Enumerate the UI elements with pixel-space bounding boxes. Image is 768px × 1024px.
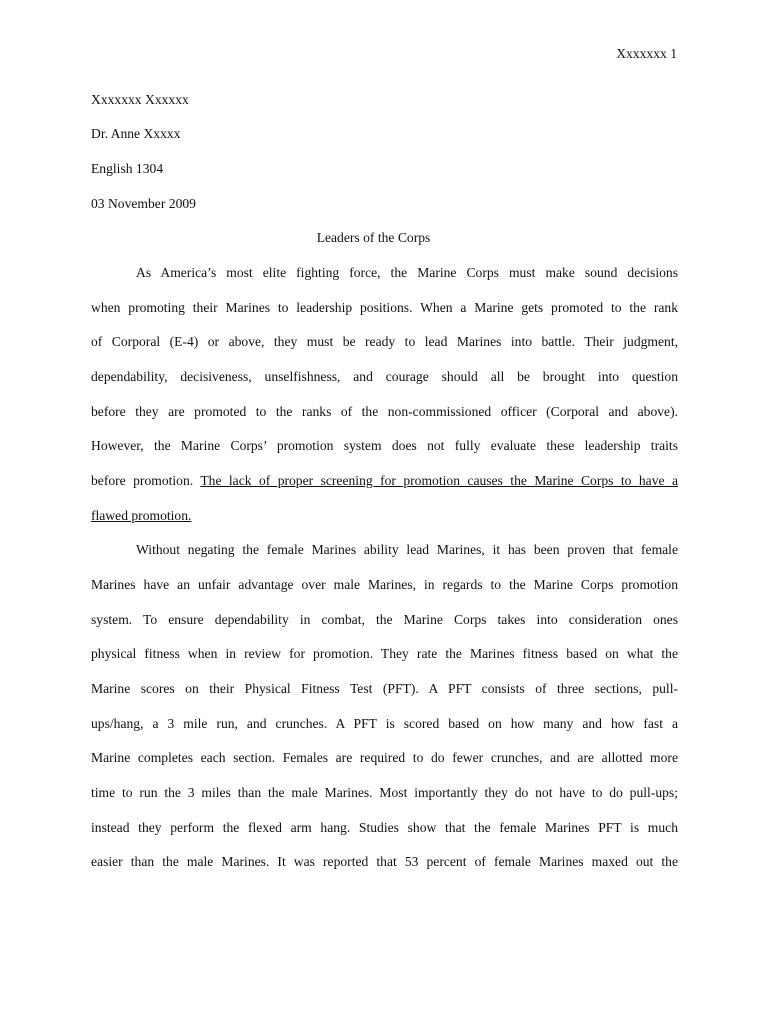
paragraph-1-line-6: However, the Marine Corps’ promotion system does not fully evaluate these leadership traits [91,438,678,453]
page-header [616,46,677,62]
paragraph-2-line-2: Marines have an unfair advantage over male Marines, in regards to the Marine Corps promotion [91,577,678,592]
paragraph-2-line-8: time to run the 3 miles than the male Marines. Most importantly they do not have to do pull-ups; [91,785,678,800]
essay-title: Leaders of the Corps [316,230,431,245]
running-head-page-number: Xxxxxxx 1 [616,46,677,61]
paragraph-1-line-5: before they are promoted to the ranks of the non-commissioned officer (Corporal and above). [91,404,678,419]
paragraph-2-line-10: easier than the male Marines. It was reported that 53 percent of female Marines maxed out the [91,854,678,869]
essay-date: 03 November 2009 [91,196,196,211]
paragraph-1-line-2: when promoting their Marines to leadership positions. When a Marine gets promoted to the rank [91,300,678,315]
paragraph-1-line-1: As America’s most elite fighting force, the Marine Corps must make sound decisions [136,265,678,280]
paragraph-1-line-3: of Corporal (E-4) or above, they must be ready to lead Marines into battle. Their judgment, [91,334,678,349]
paragraph-2-line-5: Marine scores on their Physical Fitness Test (PFT). A PFT consists of three sections, pull- [91,681,678,696]
paragraph-1-line-7 [91,472,678,490]
paragraph-1-line-7-text: before promotion. [91,473,201,488]
paragraph-2-line-4: physical fitness when in review for promotion. They rate the Marines fitness based on what the [91,646,678,661]
thesis-statement-part-2: flawed promotion. [91,508,192,523]
paragraph-2-line-7: Marine completes each section. Females are required to do fewer crunches, and are allotted more [91,750,678,765]
thesis-statement-part-1: The lack of proper screening for promotion causes the Marine Corps to have a [200,473,678,488]
paragraph-1-line-4: dependability, decisiveness, unselfishness, and courage should all be brought into question [91,369,678,384]
paragraph-2-line-3: system. To ensure dependability in combat, the Marine Corps takes into consideration ones [91,612,678,627]
paragraph-2-line-6: ups/hang, a 3 mile run, and crunches. A PFT is scored based on how many and how fast a [91,716,678,731]
instructor-name: Dr. Anne Xxxxx [91,126,181,141]
paragraph-1-line-8 [91,507,691,525]
course-name: English 1304 [91,161,164,176]
paragraph-2-line-9: instead they perform the flexed arm hang. Studies show that the female Marines PFT is much [91,820,678,835]
author-name: Xxxxxxx Xxxxxx [91,92,189,107]
paragraph-2-line-1: Without negating the female Marines ability lead Marines, it has been proven that female [136,542,678,557]
